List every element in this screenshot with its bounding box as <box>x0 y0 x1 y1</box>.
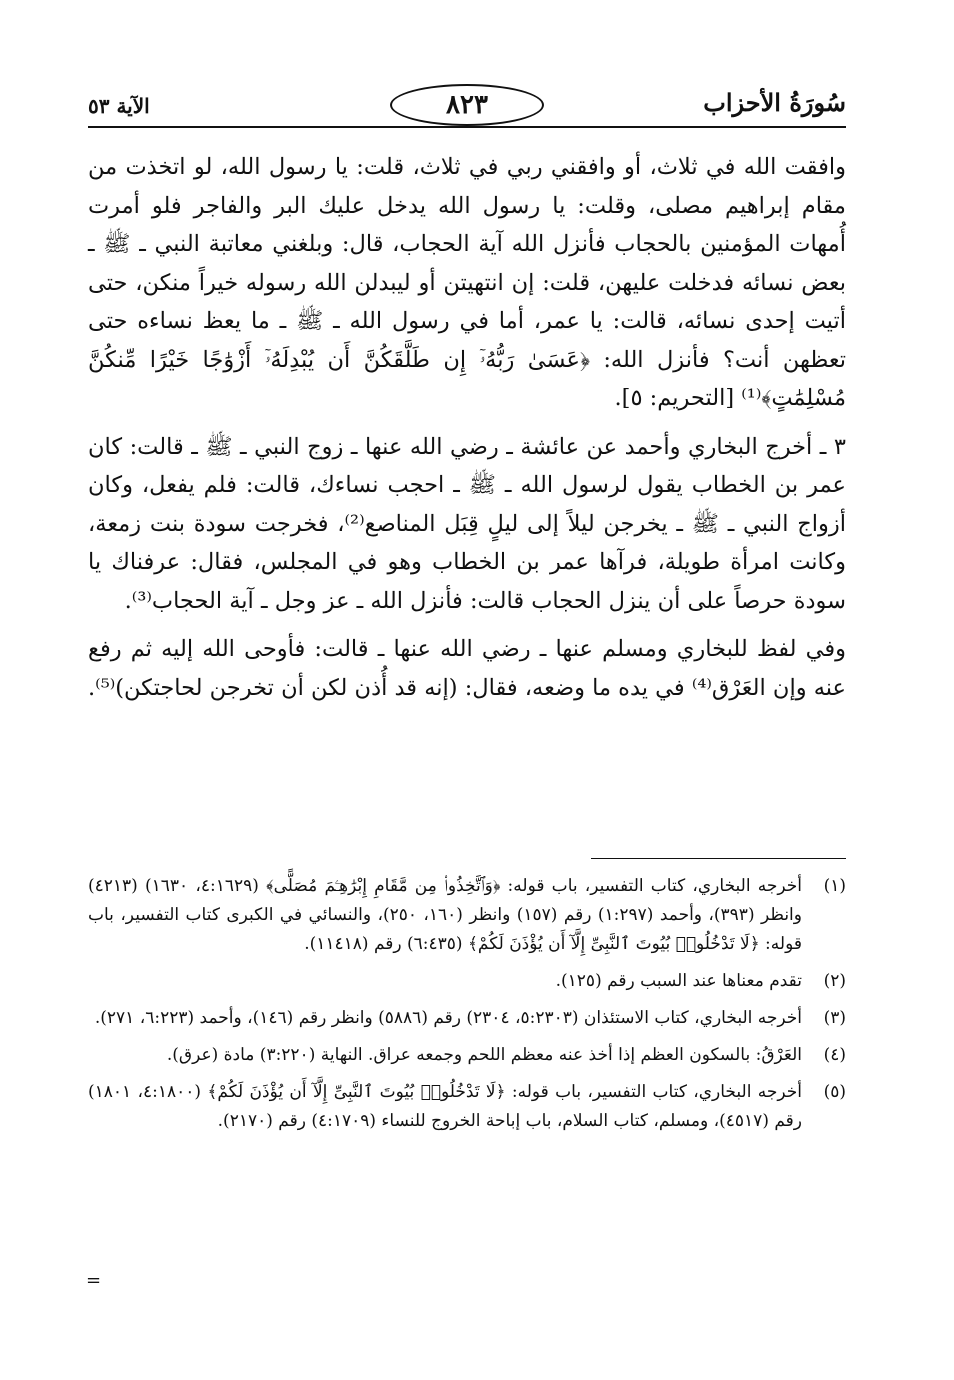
footnote-3 <box>88 1004 846 1033</box>
main-text <box>88 148 846 707</box>
footnote-number: (٣) <box>823 1008 846 1028</box>
surah-name: سُورَةُ الأحزاب <box>703 88 846 117</box>
footnote-2 <box>88 967 846 996</box>
footnote-text: أخرجه البخاري، كتاب التفسير، باب قوله: ﴿وَٱتَّخِذُوا۟ مِن مَّقَامِ إِبْرَٰهِـۧمَ مُصَلًّى﴾ (٤:١٦٢٩، ١٦٣٠) (٤٢١٣) وانظر (٣٩٣)، وأحمد (١:٢٩٧) رقم (١٥٧) وانظر (١٦٠، ٢٥٠)، والنسائي في الكبرى كتاب التفسير، باب قوله: ﴿لَا تَدْخُلُوا۟ بُيُوتَ ٱلنَّبِىِّ إِلَّآ أَن يُؤْذَنَ لَكُمْ﴾ (٦:٤٣٥) رقم (١١٤١٨). <box>88 876 803 954</box>
continuation-mark: = <box>86 1270 102 1291</box>
page-number-oval: ٨٢٣ <box>390 84 544 126</box>
footnote-text: العَرْقُ: بالسكون العظم إذا أخذ عنه معظم اللحم وجمعه عراق. النهاية (٣:٢٢٠) مادة (عرق). <box>166 1045 802 1065</box>
paragraph-2: ٣ ـ أخرج البخاري وأحمد عن عائشة ـ رضي الله عنها ـ زوج النبي ـ ﷺ ـ قالت: كان عمر بن الخطاب يقول لرسول الله ـ ﷺ ـ احجب نساءك، قالت: فلم يفعل، وكان أزواج النبي ـ ﷺ ـ يخرجن ليلاً إلى ليلٍ قِبَل المناصع⁽²⁾، فخرجت سودة بنت زمعة، وكانت امرأة طويلة، فرآها عمر بن الخطاب وهو في المجلس، فقال: عرفناك يا سودة حرصاً على أن ينزل الحجاب قالت: فأنزل الله ـ عز وجل ـ آية الحجاب⁽³⁾. <box>88 433 847 614</box>
footnote-number: (٤) <box>823 1045 846 1065</box>
paragraph-3: وفي لفظ للبخاري ومسلم عنها ـ رضي الله عنها ـ قالت: فأوحى الله إليه ثم رفع عنه وإن العَرْق⁽⁴⁾ في يده ما وضعه، فقال: (إنه قد أُذن لكن أن تخرجن لحاجتكن)⁽⁵⁾. <box>88 636 846 701</box>
footnote-number: (٥) <box>823 1082 846 1102</box>
header-rule <box>88 126 846 128</box>
footnote-text: أخرجه البخاري، كتاب الاستئذان (٥:٢٣٠٣، ٢٣٠٤) رقم (٥٨٨٦) وانظر رقم (١٤٦)، وأحمد (٦:٢٢٣، ٢٧١). <box>94 1008 802 1028</box>
verse-label: الآية ٥٣ <box>88 94 150 118</box>
page-header <box>88 84 846 134</box>
footnote-number: (٢) <box>823 971 846 991</box>
footnote-4 <box>88 1041 846 1070</box>
paragraph-1: وافقت الله في ثلاث، أو وافقني ربي في ثلاث، قلت: يا رسول الله، لو اتخذت من مقام إبراهيم مصلى، وقلت: يا رسول الله يدخل عليك البر والفاجر فلو أمرت أُمهات المؤمنين بالحجاب فأنزل الله آية الحجاب، قال: وبلغني معاتبة النبي ـ ﷺ ـ بعض نسائه فدخلت عليهن، قلت: إن انتهيتن أو ليبدلن الله رسوله خيراً منكن، حتى أتيت إحدى نسائه، قالت: يا عمر، أما في رسول الله ـ ﷺ ـ ما يعظ نساءه حتى تعظهن أنت؟ فأنزل الله: ﴿عَسَىٰ رَبُّهُۥٓ إِن طَلَّقَكُنَّ أَن يُبْدِلَهُۥٓ أَزْوَٰجًا خَيْرًا مِّنكُنَّ مُسْلِمَٰتٍ﴾⁽¹⁾ [التحريم: ٥]. <box>88 154 846 411</box>
footnote-text: أخرجه البخاري، كتاب التفسير، باب قوله: ﴿لَا تَدْخُلُوا۟ بُيُوتَ ٱلنَّبِىِّ إِلَّآ أَن يُؤْذَنَ لَكُمْ﴾ (٤:١٨٠٠، ١٨٠١) رقم (٤٥١٧)، ومسلم، كتاب السلام، باب إباحة الخروج للنساء (٤:١٧٠٩) رقم (٢١٧٠). <box>88 1082 802 1131</box>
footnote-separator <box>591 858 846 859</box>
footnote-text: تقدم معناها عند السبب رقم (١٢٥). <box>555 971 802 991</box>
footnote-number: (١) <box>823 876 846 896</box>
footnote-5 <box>88 1078 846 1136</box>
footnotes <box>88 872 846 1144</box>
footnote-1 <box>88 872 846 959</box>
